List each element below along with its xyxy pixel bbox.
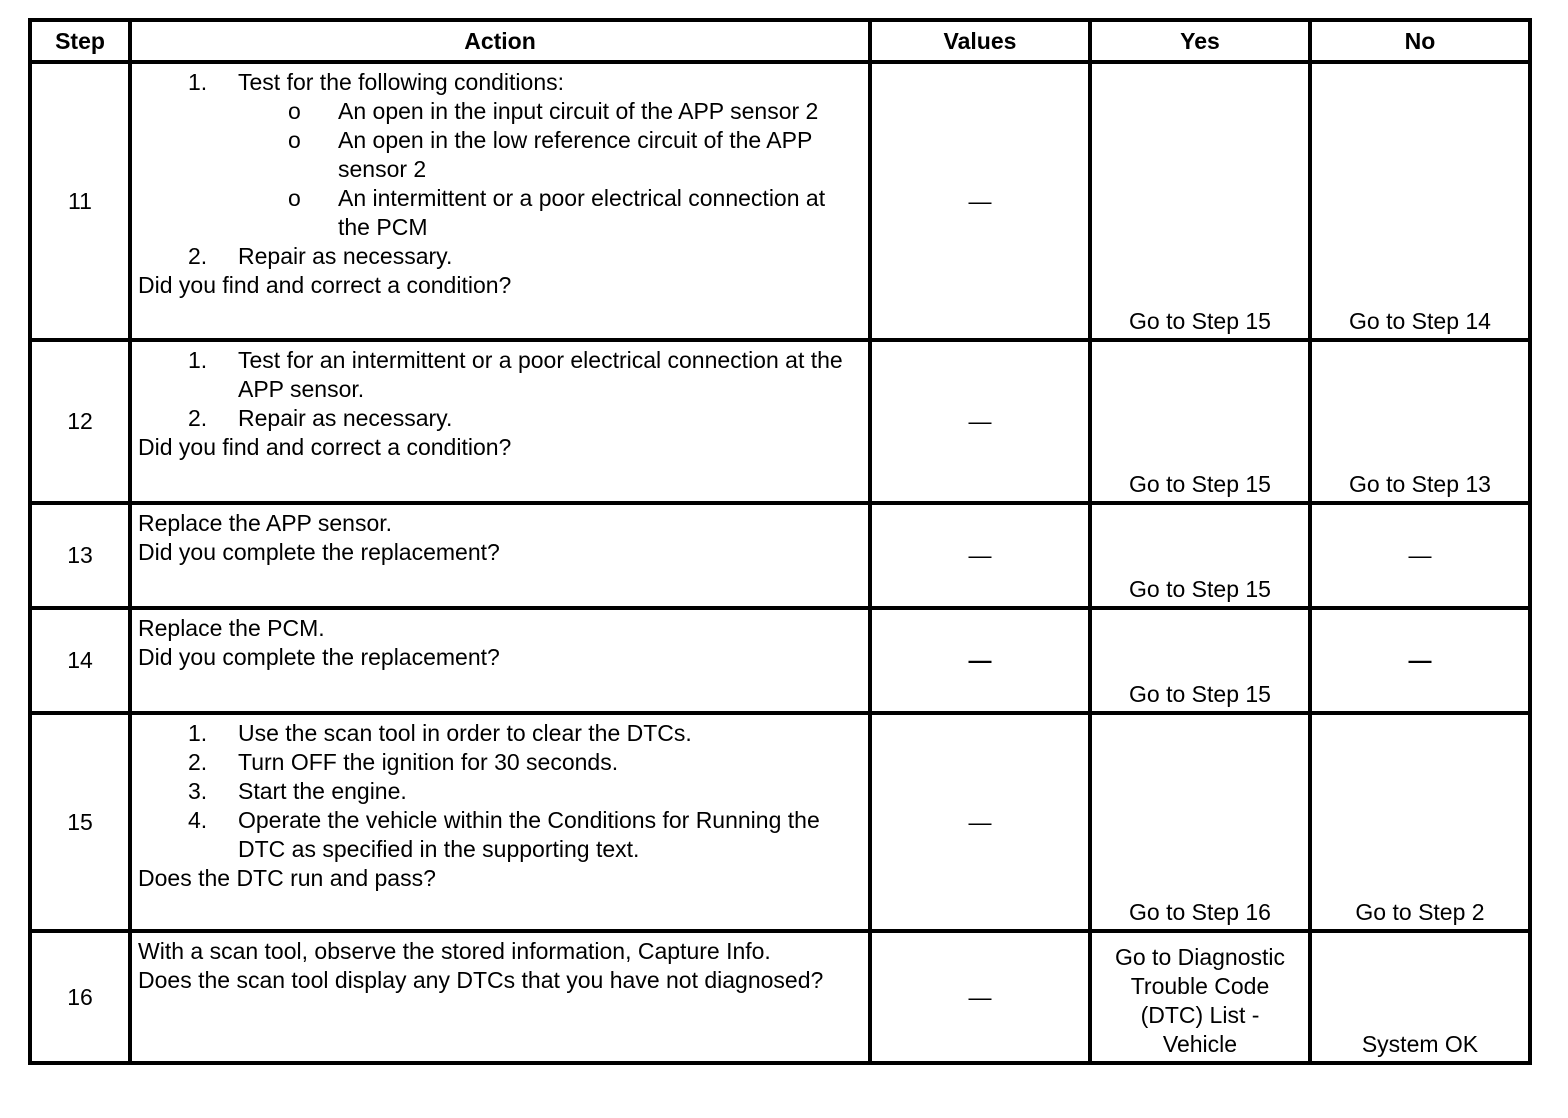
step-text: Test for the following conditions: [238,69,565,95]
sub-condition [238,184,862,242]
step-num: 3. [188,778,208,804]
action-cell [130,340,870,503]
values-cell: — [870,340,1090,503]
no-cell: Go to Step 13 [1310,340,1530,503]
table-row [30,340,1530,503]
question-text: Does the scan tool display any DTCs that you have not diagnosed? [138,967,824,993]
step-number: 15 [30,713,130,931]
yes-cell: Go to Step 15 [1090,340,1310,503]
header-yes: Yes [1090,20,1310,62]
action-cell [130,503,870,608]
step-text: Repair as necessary. [238,405,453,431]
sub-text: An open in the input circuit of the APP sensor 2 [338,98,819,124]
no-cell: Go to Step 14 [1310,62,1530,340]
header-row [30,20,1530,62]
header-action: Action [130,20,870,62]
statement-text: Replace the PCM. [138,615,325,641]
step-num: 2. [188,243,208,269]
step-text: Test for an intermittent or a poor electrical connection at the APP sensor. [238,347,843,402]
action-step [138,806,862,864]
action-cell [130,713,870,931]
table-row [30,931,1530,1063]
sub-text: An intermittent or a poor electrical connection at the PCM [338,185,826,240]
step-number: 11 [30,62,130,340]
step-text: Start the engine. [238,778,407,804]
action-step [138,242,862,271]
step-number: 13 [30,503,130,608]
values-cell: — [870,503,1090,608]
table-row [30,713,1530,931]
bullet-icon: o [288,98,301,124]
sub-condition [238,126,862,184]
step-number: 12 [30,340,130,503]
step-num: 1. [188,347,208,373]
step-text: Use the scan tool in order to clear the DTCs. [238,720,692,746]
values-cell: — [870,62,1090,340]
step-text: Repair as necessary. [238,243,453,269]
question-text: Did you find and correct a condition? [138,434,512,460]
yes-cell: Go to Step 16 [1090,713,1310,931]
header-step: Step [30,20,130,62]
step-text: Operate the vehicle within the Conditions for Running the DTC as specified in the supporting text. [238,807,820,862]
table-row [30,62,1530,340]
action-cell [130,608,870,713]
step-number: 14 [30,608,130,713]
yes-cell: Go to Diagnostic Trouble Code (DTC) List - Vehicle [1090,931,1310,1063]
table-row [30,608,1530,713]
header-no: No [1310,20,1530,62]
values-cell: — [870,931,1090,1063]
step-num: 1. [188,720,208,746]
step-num: 1. [188,69,208,95]
values-cell: — [870,608,1090,713]
action-step [138,719,862,748]
no-cell: System OK [1310,931,1530,1063]
sub-text: An open in the low reference circuit of the APP sensor 2 [338,127,812,182]
table-row [30,503,1530,608]
diagnostic-table [28,18,1532,1065]
action-step [138,68,862,242]
no-cell: — [1310,503,1530,608]
step-number: 16 [30,931,130,1063]
action-cell [130,62,870,340]
step-num: 4. [188,807,208,833]
yes-cell: Go to Step 15 [1090,503,1310,608]
yes-cell: Go to Step 15 [1090,62,1310,340]
action-cell [130,931,870,1063]
question-text: Does the DTC run and pass? [138,865,436,891]
header-values: Values [870,20,1090,62]
statement-text: Replace the APP sensor. [138,510,393,536]
step-text: Turn OFF the ignition for 30 seconds. [238,749,619,775]
no-cell: — [1310,608,1530,713]
question-text: Did you complete the replacement? [138,539,500,565]
yes-cell: Go to Step 15 [1090,608,1310,713]
bullet-icon: o [288,185,301,211]
step-num: 2. [188,405,208,431]
action-step [138,748,862,777]
no-cell: Go to Step 2 [1310,713,1530,931]
question-text: Did you find and correct a condition? [138,272,512,298]
values-cell: — [870,713,1090,931]
statement-text: With a scan tool, observe the stored information, Capture Info. [138,938,771,964]
question-text: Did you complete the replacement? [138,644,500,670]
action-step [138,346,862,404]
step-num: 2. [188,749,208,775]
bullet-icon: o [288,127,301,153]
action-step [138,777,862,806]
action-step [138,404,862,433]
sub-condition [238,97,862,126]
